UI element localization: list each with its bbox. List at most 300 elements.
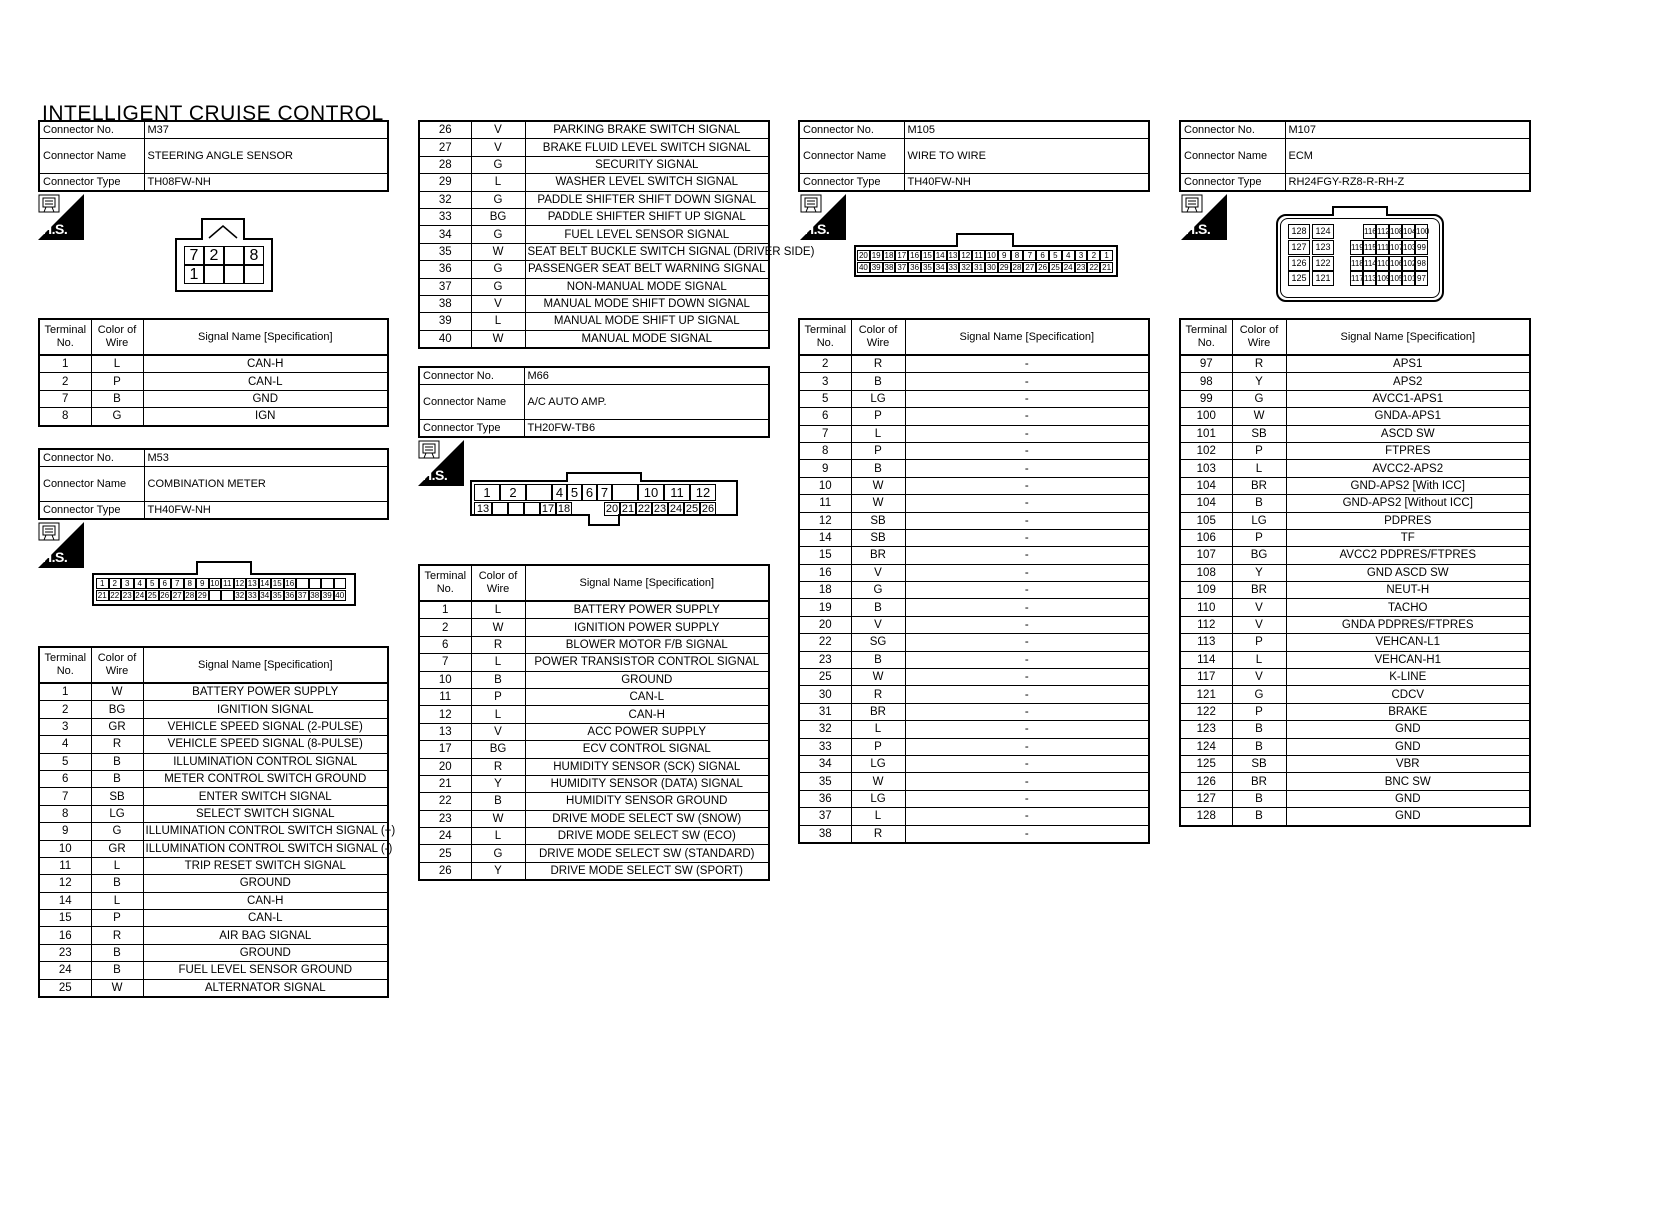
wire-color-cell: SB: [1232, 755, 1286, 772]
table-row: [419, 845, 769, 862]
m105-type: TH40FW-NH: [904, 174, 1149, 192]
table-row: [799, 442, 1149, 459]
table-row: [1180, 529, 1530, 546]
table-row: [799, 721, 1149, 738]
connector-name-label: Connector Name: [799, 139, 904, 174]
m66-signal-table: [418, 564, 770, 881]
signal-name-cell: -: [905, 582, 1149, 599]
terminal-cell: 33: [799, 738, 851, 755]
connector-pin: 24: [135, 591, 145, 600]
wire-color-cell: V: [851, 616, 905, 633]
signal-name-cell: -: [905, 790, 1149, 807]
terminal-cell: 34: [799, 755, 851, 772]
connector-pin: 18: [884, 251, 894, 260]
table-row: [39, 962, 388, 979]
wire-color-cell: V: [1232, 616, 1286, 633]
hs-mark-icon: [1181, 194, 1227, 240]
wire-color-cell: R: [1232, 355, 1286, 373]
signal-name-cell: K-LINE: [1286, 669, 1530, 686]
m66-no: M66: [524, 367, 769, 385]
connector-pin: 127: [1288, 240, 1310, 255]
connector-pin: 13: [948, 251, 958, 260]
wire-color-cell: BG: [471, 208, 525, 225]
hs-mark-icon: [418, 440, 464, 486]
terminal-cell: 21: [419, 775, 471, 792]
connector-pin: 2: [204, 246, 224, 265]
signal-name-cell: GND: [143, 390, 388, 407]
terminal-cell: 121: [1180, 686, 1232, 703]
wire-color-cell: B: [1232, 808, 1286, 826]
connector-pin: 123: [1312, 240, 1334, 255]
signal-name-cell: -: [905, 616, 1149, 633]
signal-name-cell: TRIP RESET SWITCH SIGNAL: [143, 857, 388, 874]
terminal-cell: 31: [799, 703, 851, 720]
signal-name-cell: NON-MANUAL MODE SIGNAL: [525, 278, 769, 295]
connector-pin: [309, 578, 322, 589]
table-row: [39, 408, 388, 426]
connector-pin: 13: [474, 502, 492, 516]
wire-color-cell: W: [471, 619, 525, 636]
table-row: [799, 529, 1149, 546]
m107-signal-table: [1179, 318, 1531, 827]
m37-connector-diagram: [175, 218, 273, 292]
connector-pin: 2: [1087, 250, 1100, 261]
terminal-cell: 3: [799, 373, 851, 390]
wire-color-cell: W: [91, 683, 143, 701]
color-of-wire-header: Color of Wire: [851, 319, 905, 355]
table-row: [39, 857, 388, 874]
wire-color-cell: L: [851, 425, 905, 442]
connector-pin: 19: [871, 251, 881, 260]
hs-mark-icon: [38, 522, 84, 568]
connector-pin: 25: [147, 591, 157, 600]
terminal-cell: 12: [799, 512, 851, 529]
signal-name-cell: GND ASCD SW: [1286, 564, 1530, 581]
connector-pin: 103: [1402, 240, 1415, 255]
connector-pin: 9: [196, 578, 209, 589]
wire-color-cell: L: [851, 808, 905, 825]
terminal-cell: 123: [1180, 721, 1232, 738]
signal-name-cell: ILLUMINATION CONTROL SWITCH SIGNAL (+): [143, 823, 388, 840]
signal-name-cell: POWER TRANSISTOR CONTROL SIGNAL: [525, 654, 769, 671]
wire-color-cell: BG: [471, 741, 525, 758]
terminal-cell: 8: [39, 805, 91, 822]
connector-pin: 29: [999, 263, 1009, 272]
table-row: [1180, 651, 1530, 668]
wire-color-cell: L: [471, 601, 525, 619]
wire-color-cell: G: [471, 226, 525, 243]
table-row: [419, 723, 769, 740]
connector-pin: 6: [582, 484, 597, 501]
connector-pin: 32: [235, 591, 245, 600]
m107-info-section: [1179, 120, 1531, 192]
m53-signal-table: [38, 646, 396, 998]
table-row: [799, 755, 1149, 772]
table-header-row: [1180, 319, 1530, 355]
terminal-cell: 113: [1180, 634, 1232, 651]
wire-color-cell: B: [91, 944, 143, 961]
table-row: [419, 139, 769, 156]
connector-pin: 10: [986, 251, 996, 260]
wire-color-cell: G: [471, 191, 525, 208]
terminal-cell: 16: [799, 564, 851, 581]
hs-mark-label: H.S.: [804, 221, 830, 237]
table-row: [419, 828, 769, 845]
terminal-cell: 100: [1180, 408, 1232, 425]
terminal-cell: 14: [799, 529, 851, 546]
terminal-cell: 37: [419, 278, 471, 295]
wire-color-cell: LG: [851, 755, 905, 772]
table-row: [1180, 408, 1530, 425]
terminal-cell: 103: [1180, 460, 1232, 477]
m66-info-section: [418, 366, 770, 438]
m66-signal-section: [418, 564, 770, 881]
wire-color-cell: LG: [91, 805, 143, 822]
terminal-cell: 127: [1180, 790, 1232, 807]
table-row: [39, 683, 388, 701]
table-row: [799, 495, 1149, 512]
connector-pin: 121: [1312, 271, 1334, 286]
connector-pin: 112: [1376, 224, 1389, 239]
terminal-cell: 10: [39, 840, 91, 857]
m107-no: M107: [1285, 121, 1530, 139]
terminal-cell: 11: [799, 495, 851, 512]
m37-signal-section: [38, 318, 389, 427]
signal-name-cell: APS2: [1286, 373, 1530, 390]
signal-name-cell: GROUND: [525, 671, 769, 688]
wire-color-cell: L: [471, 706, 525, 723]
connector-pin: 11: [221, 578, 234, 589]
signal-name-cell: -: [905, 738, 1149, 755]
signal-name-cell: VBR: [1286, 755, 1530, 772]
connector-pin: 3: [121, 578, 134, 589]
signal-name-header: Signal Name [Specification]: [905, 319, 1149, 355]
terminal-cell: 2: [419, 619, 471, 636]
connector-pin: [524, 502, 540, 516]
wire-color-cell: R: [471, 636, 525, 653]
table-row: [1180, 599, 1530, 616]
signal-name-cell: PADDLE SHIFTER SHIFT DOWN SIGNAL: [525, 191, 769, 208]
signal-name-cell: -: [905, 425, 1149, 442]
wire-color-cell: B: [91, 962, 143, 979]
connector-pin: 1: [474, 484, 500, 501]
connector-pin: 22: [637, 503, 651, 515]
wire-color-cell: W: [471, 243, 525, 260]
table-row: [1180, 616, 1530, 633]
wire-color-cell: R: [851, 825, 905, 843]
table-row: [1180, 390, 1530, 407]
terminal-cell: 24: [39, 962, 91, 979]
terminal-cell: 7: [39, 390, 91, 407]
table-row: [1180, 634, 1530, 651]
wire-color-cell: L: [91, 355, 143, 373]
table-row: [419, 191, 769, 208]
terminal-cell: 125: [1180, 755, 1232, 772]
table-row: [799, 651, 1149, 668]
table-row: [799, 373, 1149, 390]
wire-color-cell: G: [1232, 686, 1286, 703]
table-row: [1180, 582, 1530, 599]
signal-name-cell: FTPRES: [1286, 442, 1530, 459]
table-row: [39, 736, 388, 753]
signal-name-cell: HUMIDITY SENSOR (DATA) SIGNAL: [525, 775, 769, 792]
signal-name-cell: GND: [1286, 738, 1530, 755]
hs-mark-label: H.S.: [42, 549, 68, 565]
terminal-cell: 7: [419, 654, 471, 671]
terminal-cell: 99: [1180, 390, 1232, 407]
connector-pin: 35: [272, 591, 282, 600]
connector-pin: [224, 246, 244, 265]
signal-name-cell: -: [905, 477, 1149, 494]
table-row: [419, 654, 769, 671]
m53-signal-section: [38, 646, 396, 998]
table-row: [39, 892, 388, 909]
terminal-cell: 104: [1180, 495, 1232, 512]
terminal-cell: 10: [799, 477, 851, 494]
table-row: [419, 793, 769, 810]
signal-name-cell: IGN: [143, 408, 388, 426]
connector-pin: 4: [552, 484, 567, 501]
connector-pin: 35: [922, 263, 932, 272]
connector-pin: 29: [197, 591, 207, 600]
wire-color-cell: W: [851, 495, 905, 512]
terminal-cell: 24: [419, 828, 471, 845]
wire-color-cell: G: [851, 582, 905, 599]
connector-pin: 12: [690, 484, 716, 501]
signal-name-cell: DRIVE MODE SELECT SW (SPORT): [525, 862, 769, 880]
wire-color-cell: BG: [91, 701, 143, 718]
wire-color-cell: W: [851, 669, 905, 686]
connector-pin: [492, 502, 508, 516]
table-row: [799, 512, 1149, 529]
m37-info-table: [38, 120, 389, 192]
table-row: [1180, 477, 1530, 494]
terminal-cell: 97: [1180, 355, 1232, 373]
terminal-cell: 2: [39, 373, 91, 390]
terminal-cell: 38: [419, 295, 471, 312]
terminal-cell: 25: [799, 669, 851, 686]
wire-color-cell: Y: [1232, 564, 1286, 581]
wire-color-cell: SB: [851, 529, 905, 546]
connector-pin: 111: [1376, 240, 1389, 255]
signal-name-cell: CAN-H: [525, 706, 769, 723]
wire-color-cell: BR: [1232, 477, 1286, 494]
connector-pin: 114: [1363, 256, 1376, 271]
connector-pin: 37: [897, 263, 907, 272]
terminal-cell: 35: [419, 243, 471, 260]
connector-type-label: Connector Type: [419, 420, 524, 438]
connector-pin: 32: [961, 263, 971, 272]
signal-name-cell: ECV CONTROL SIGNAL: [525, 741, 769, 758]
table-row: [1180, 686, 1530, 703]
signal-name-cell: METER CONTROL SWITCH GROUND: [143, 770, 388, 787]
wire-color-cell: L: [471, 654, 525, 671]
table-row: [419, 278, 769, 295]
signal-name-cell: PDPRES: [1286, 512, 1530, 529]
terminal-cell: 6: [799, 408, 851, 425]
signal-name-cell: GND-APS2 [With ICC]: [1286, 477, 1530, 494]
terminal-cell: 5: [39, 753, 91, 770]
connector-pin: 15: [272, 579, 282, 588]
terminal-cell: 20: [799, 616, 851, 633]
wire-color-cell: P: [471, 688, 525, 705]
connector-pin: 12: [235, 579, 245, 588]
signal-name-cell: -: [905, 442, 1149, 459]
connector-pin: 1: [184, 265, 204, 284]
signal-name-cell: GND: [1286, 721, 1530, 738]
terminal-cell: 4: [39, 736, 91, 753]
hs-mark-label: H.S.: [422, 467, 448, 483]
table-row: [419, 601, 769, 619]
signal-name-cell: PASSENGER SEAT BELT WARNING SIGNAL: [525, 261, 769, 278]
table-row: [1180, 425, 1530, 442]
connector-pin: 1: [96, 578, 109, 589]
signal-name-cell: -: [905, 390, 1149, 407]
terminal-cell: 40: [419, 330, 471, 348]
signal-name-cell: TF: [1286, 529, 1530, 546]
connector-pin: 2: [109, 578, 122, 589]
signal-name-header: Signal Name [Specification]: [143, 319, 388, 355]
wire-color-cell: Y: [471, 775, 525, 792]
terminal-cell: 22: [419, 793, 471, 810]
table-row: [39, 979, 388, 997]
terminal-cell: 105: [1180, 512, 1232, 529]
m105-connector-diagram: [854, 233, 1118, 277]
terminal-cell: 8: [799, 442, 851, 459]
connector-pin: 108: [1389, 224, 1402, 239]
signal-name-cell: BNC SW: [1286, 773, 1530, 790]
terminal-cell: 3: [39, 718, 91, 735]
connector-pin: 11: [972, 250, 985, 261]
m66-name: A/C AUTO AMP.: [524, 385, 769, 420]
wire-color-cell: R: [91, 736, 143, 753]
wire-color-cell: GR: [91, 840, 143, 857]
signal-name-cell: BATTERY POWER SUPPLY: [525, 601, 769, 619]
connector-pin: [508, 502, 524, 516]
m53-connector-diagram: [92, 561, 356, 606]
table-row: [1180, 755, 1530, 772]
terminal-cell: 107: [1180, 547, 1232, 564]
table-header-row: [39, 319, 388, 355]
wire-color-cell: L: [1232, 651, 1286, 668]
signal-name-cell: AVCC1-APS1: [1286, 390, 1530, 407]
table-row: [1180, 355, 1530, 373]
signal-name-cell: HUMIDITY SENSOR GROUND: [525, 793, 769, 810]
connector-pin: 117: [1350, 271, 1363, 286]
signal-name-cell: BRAKE: [1286, 703, 1530, 720]
connector-pin: [612, 484, 638, 501]
wire-color-cell: W: [851, 477, 905, 494]
connector-pin: 99: [1415, 240, 1428, 255]
signal-name-cell: TACHO: [1286, 599, 1530, 616]
signal-name-cell: ILLUMINATION CONTROL SWITCH SIGNAL (-): [143, 840, 388, 857]
connector-pin: 21: [97, 591, 107, 600]
terminal-cell: 36: [799, 790, 851, 807]
connector-latch: [196, 561, 252, 575]
terminal-cell: 14: [39, 892, 91, 909]
terminal-cell: 36: [419, 261, 471, 278]
connector-pin: 115: [1363, 240, 1376, 255]
table-row: [419, 295, 769, 312]
signal-name-cell: -: [905, 651, 1149, 668]
terminal-cell: 27: [419, 139, 471, 156]
wire-color-cell: GR: [91, 718, 143, 735]
wire-color-cell: L: [91, 892, 143, 909]
table-row: [799, 703, 1149, 720]
terminal-cell: 25: [39, 979, 91, 997]
m37-signal-table: [38, 318, 389, 427]
signal-name-cell: -: [905, 721, 1149, 738]
wire-color-cell: B: [91, 753, 143, 770]
table-row: [799, 773, 1149, 790]
connector-no-label: Connector No.: [419, 367, 524, 385]
wire-color-cell: BR: [1232, 773, 1286, 790]
wire-color-cell: Y: [471, 862, 525, 880]
table-row: [39, 927, 388, 944]
connector-pin: 38: [310, 591, 320, 600]
table-row: [39, 805, 388, 822]
connector-pin: 36: [285, 591, 295, 600]
connector-pin: 25: [685, 503, 699, 515]
m53-name: COMBINATION METER: [144, 467, 388, 502]
wire-color-cell: P: [851, 408, 905, 425]
signal-name-cell: -: [905, 686, 1149, 703]
signal-name-cell: VEHCAN-H1: [1286, 651, 1530, 668]
connector-pin: 116: [1363, 224, 1376, 239]
table-header-row: [799, 319, 1149, 355]
connector-pin: 102: [1402, 256, 1415, 271]
terminal-cell: 38: [799, 825, 851, 843]
connector-pin: 18: [557, 503, 571, 515]
wire-color-cell: B: [851, 460, 905, 477]
signal-name-cell: -: [905, 773, 1149, 790]
wire-color-cell: V: [471, 295, 525, 312]
connector-pin: 17: [897, 251, 907, 260]
terminal-no-header: Terminal No.: [39, 319, 91, 355]
table-row: [799, 808, 1149, 825]
connector-pin: 34: [260, 591, 270, 600]
table-row: [419, 313, 769, 330]
wire-color-cell: G: [91, 408, 143, 426]
connector-pin: 4: [1062, 250, 1075, 261]
table-row: [39, 753, 388, 770]
signal-name-cell: BRAKE FLUID LEVEL SWITCH SIGNAL: [525, 139, 769, 156]
terminal-cell: 1: [39, 683, 91, 701]
m107-info-table: [1179, 120, 1531, 192]
terminal-cell: 18: [799, 582, 851, 599]
terminal-cell: 5: [799, 390, 851, 407]
terminal-cell: 114: [1180, 651, 1232, 668]
wire-color-cell: R: [471, 758, 525, 775]
wire-color-cell: W: [471, 330, 525, 348]
wire-color-cell: B: [851, 373, 905, 390]
signal-name-cell: -: [905, 373, 1149, 390]
connector-latch: [1332, 206, 1388, 216]
wire-color-cell: P: [91, 373, 143, 390]
table-row: [419, 810, 769, 827]
signal-name-cell: -: [905, 460, 1149, 477]
terminal-cell: 124: [1180, 738, 1232, 755]
connector-pin: 3: [1075, 250, 1088, 261]
terminal-cell: 37: [799, 808, 851, 825]
page-title: INTELLIGENT CRUISE CONTROL: [42, 102, 384, 125]
terminal-cell: 26: [419, 862, 471, 880]
table-row: [799, 390, 1149, 407]
wire-color-cell: P: [851, 442, 905, 459]
terminal-cell: 112: [1180, 616, 1232, 633]
table-row: [799, 477, 1149, 494]
table-row: [39, 718, 388, 735]
